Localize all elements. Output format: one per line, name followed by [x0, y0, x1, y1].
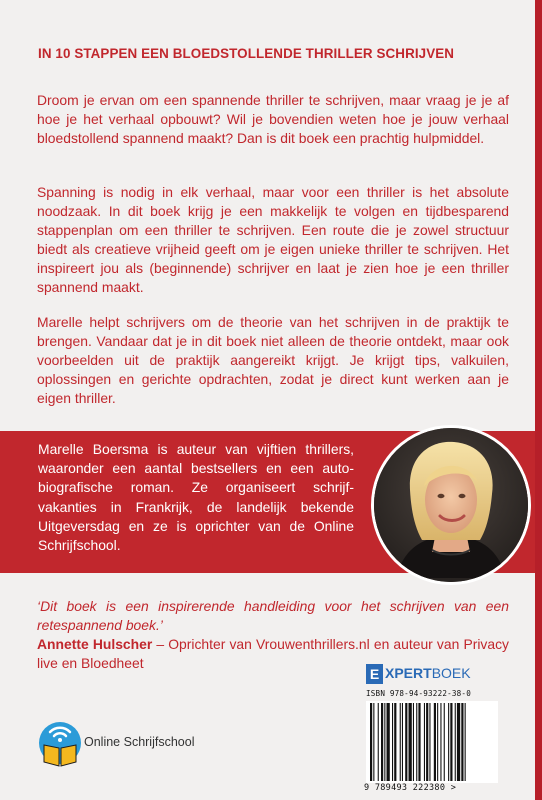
- barcode-bar: [392, 703, 393, 781]
- barcode-bar: [444, 703, 445, 781]
- barcode-bar: [429, 703, 430, 781]
- blurb-paragraph-3: Marelle helpt schrijvers om de theorie van het schrijven in de praktijk te brengen. Vandaar dat je in dit boek niet alleen de theorie ontdekt, maar ook voorbeelden uit de praktijk aangereikt krijgt. Je krijgt tips, valkuilen, oplossingen en gerichte opdrachten, zodat je direct kunt werken aan je eigen thriller.: [37, 314, 509, 406]
- barcode-digits: 9 789493 222380: [364, 783, 446, 793]
- barcode-bar: [434, 703, 436, 781]
- barcode-bar: [370, 703, 372, 781]
- barcode-bar: [409, 703, 412, 781]
- barcode-bar: [394, 703, 396, 781]
- publisher-initial: E: [366, 664, 383, 684]
- open-book-wifi-icon: [38, 710, 82, 776]
- barcode-arrow: >: [450, 783, 457, 793]
- barcode-bar: [461, 703, 463, 781]
- barcode-bar: [384, 703, 385, 781]
- barcode-bar: [448, 703, 449, 781]
- barcode-bar: [440, 703, 441, 781]
- barcode-bar: [457, 703, 460, 781]
- author-photo: [371, 425, 531, 585]
- blurb-paragraph-2: Spanning is nodig in elk verhaal, maar voor een thriller is het absolute noodzaak. In dit boek krijg je een makkelijk te volgen en tijdbesparend stappenplan om een thriller te schrijven. Een route die je zowel structuur biedt als creatieve vrijheid geeft om je eigen unieke thriller te schrijven. Het inspireert jou als (beginnende) schrijver en laat je zien hoe je een thriller spannend maakt.: [37, 184, 509, 295]
- spine-edge: [535, 0, 542, 800]
- barcode-bar: [373, 703, 374, 781]
- barcode-digits-row: [364, 783, 456, 793]
- barcode-bar: [455, 703, 456, 781]
- barcode-bar: [426, 703, 428, 781]
- online-schrijfschool-logo: [38, 710, 258, 776]
- author-bio: Marelle Boersma is auteur van vijftien thrillers, waaronder een aantal bestsellers en een auto-biografische roman. Ze organiseert schrijf-vakanties in Frankrijk, de landelijk bekende Uitgeversdag en ze is oprichter van de Online Schrijfschool.: [38, 441, 354, 554]
- barcode-bar: [418, 703, 420, 781]
- barcode-bar: [387, 703, 390, 781]
- barcode-bar: [465, 703, 466, 781]
- publisher-name-thin: BOEK: [431, 665, 471, 681]
- barcode-bar: [378, 703, 379, 781]
- barcode-bar: [450, 703, 452, 781]
- barcode-bar: [402, 703, 403, 781]
- barcode-bar: [400, 703, 401, 781]
- logo-label: Online Schrijfschool: [84, 735, 195, 749]
- isbn-barcode: [366, 701, 498, 783]
- isbn-label: ISBN 978-94-93222-38-0: [366, 689, 471, 698]
- barcode-bar: [416, 703, 417, 781]
- barcode-bar: [424, 703, 425, 781]
- endorser-role: – Oprichter van Vrouwenthrillers.nl en auteur van Privacy live en Bloedheet: [37, 636, 509, 671]
- barcode-bar: [405, 703, 407, 781]
- barcode-bar: [437, 703, 438, 781]
- endorsement-quote: ‘Dit boek is een inspirerende handleiding voor het schrijven van een retespannend boek.’: [37, 598, 509, 633]
- endorser-name: Annette Hulscher: [37, 636, 153, 652]
- publisher-name-bold: XPERT: [385, 665, 432, 681]
- barcode-bar: [413, 703, 414, 781]
- blurb-paragraph-1: Droom je ervan om een spannende thriller te schrijven, maar vraag je je af hoe je het verhaal opbouwt? Wil je bovendien weten hoe je jouw verhaal bloedstollend spannend maakt? Dan is dit boek een prachtig hulpmiddel.: [37, 92, 509, 146]
- back-cover-heading: IN 10 STAPPEN EEN BLOEDSTOLLENDE THRILLER SCHRIJVEN: [38, 46, 455, 61]
- barcode-bar: [381, 703, 383, 781]
